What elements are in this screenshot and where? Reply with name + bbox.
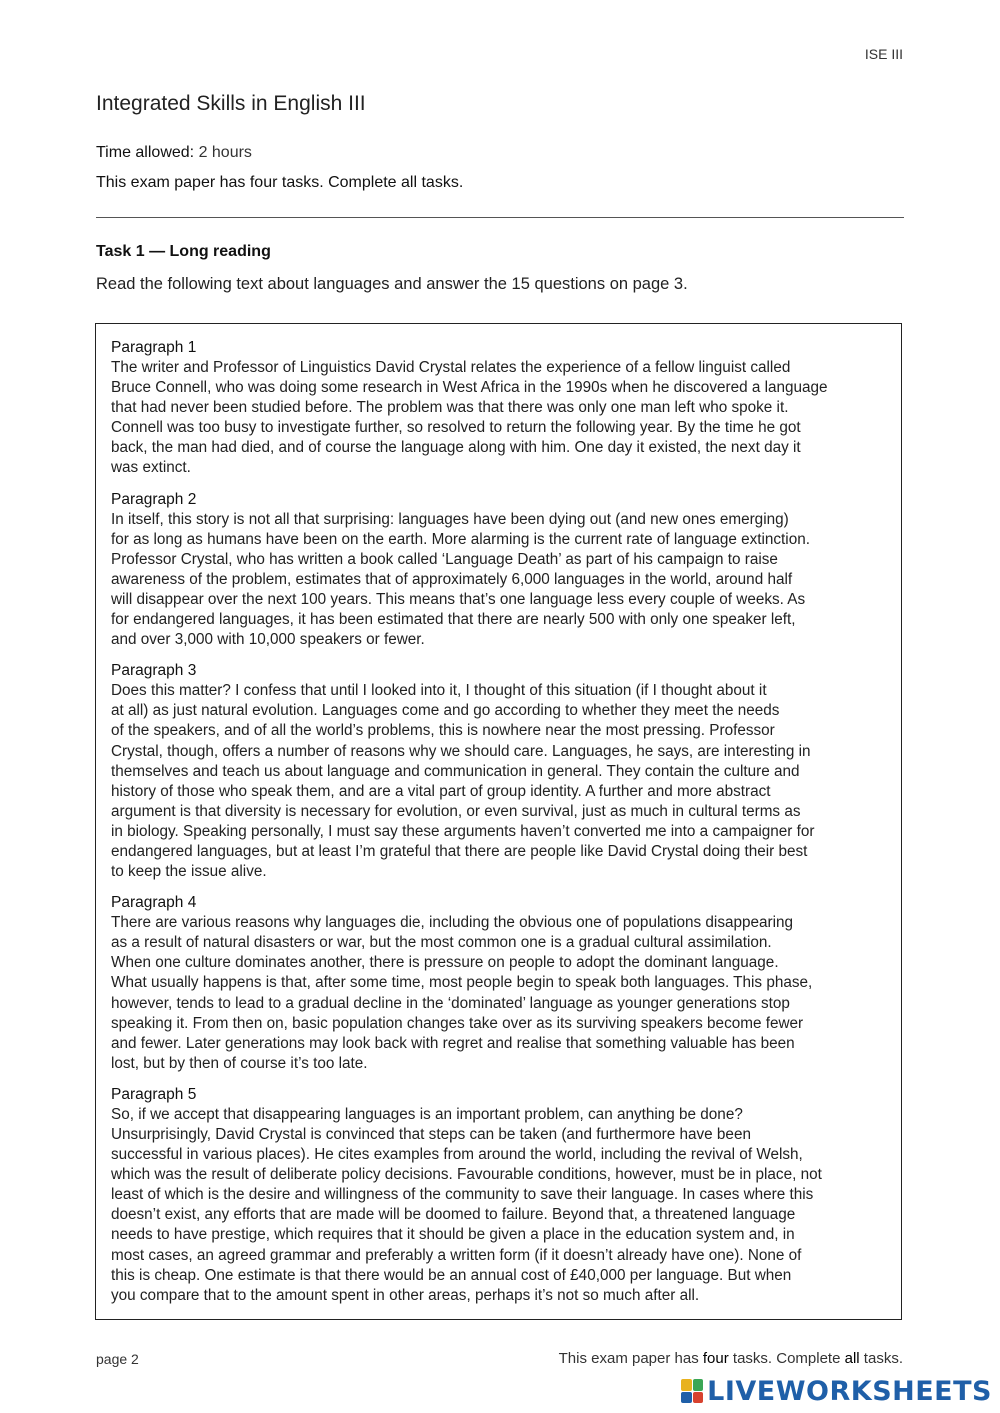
task-title: Task 1 — Long reading [96, 243, 271, 260]
paragraph-line: for as long as humans have been on the earth. More alarming is the current rate of language extinction. [111, 530, 810, 548]
paragraph-body [111, 681, 887, 882]
logo-square [693, 1392, 704, 1404]
paragraph-body [111, 1105, 887, 1306]
paragraph-line: Connell was too busy to investigate further, so resolved to return the following year. By the time he got [111, 419, 801, 437]
paragraph-line: this is cheap. One estimate is that there would be an annual cost of £40,000 per language. But when [111, 1266, 792, 1284]
paragraph-line: as a result of natural disasters or war, but the most common one is a gradual cultural assimilation. [111, 934, 772, 952]
footer-note-part: This exam paper has [558, 1350, 703, 1367]
liveworksheets-brand[interactable] [681, 1376, 992, 1406]
paragraph-line: In itself, this story is not all that surprising: languages have been dying out (and new ones emerging) [111, 510, 789, 528]
paragraph-line: back, the man had died, and of course the language along with him. One day it existed, the next day it [111, 439, 801, 457]
paragraph-line: will disappear over the next 100 years. This means that’s one language less every couple of weeks. As [111, 590, 806, 608]
paragraph-line: Does this matter? I confess that until I looked into it, I thought of this situation (if I thought about it [111, 682, 767, 700]
paragraph-line: endangered languages, but at least I’m grateful that there are people like David Crystal doing their best [111, 842, 808, 860]
paragraph-line: argument is that diversity is necessary for evolution, or even survival, just as much in cultural terms as [111, 802, 801, 820]
paragraph-line: awareness of the problem, estimates that of approximately 6,000 languages in the world, around half [111, 570, 793, 588]
paragraph-5 [111, 1085, 887, 1306]
paragraph-3 [111, 661, 887, 882]
paragraph-line: themselves and teach us about language and communication in general. They contain the culture and [111, 762, 800, 780]
paragraph-line: Unsurprisingly, David Crystal is convinced that steps can be taken (and furthermore have been [111, 1126, 751, 1143]
paragraph-line: most cases, an agreed grammar and preferably a written form (if it doesn’t already have one). None of [111, 1246, 802, 1264]
paragraph-line: needs to have prestige, which requires that it should be given a place in the education system and, in [111, 1226, 795, 1244]
paragraph-line: and fewer. Later generations may look back with regret and realise that something valuable has been [111, 1034, 795, 1052]
paragraph-heading: Paragraph 5 [111, 1085, 197, 1103]
paragraph-body [111, 358, 887, 479]
paragraph-line: you compare that to the amount spent in other areas, perhaps it’s not so much after all. [111, 1286, 700, 1304]
paragraph-line: lost, but by then of course it’s too late. [111, 1054, 368, 1072]
footer-note [559, 1350, 903, 1367]
time-allowed-label: Time allowed: [96, 144, 195, 161]
brand-name: LIVEWORKSHEETS [707, 1375, 992, 1407]
liveworksheets-logo-icon [681, 1379, 703, 1403]
footer-note-part: tasks. [859, 1350, 903, 1367]
paragraph-line: to keep the issue alive. [111, 863, 267, 881]
paragraph-heading: Paragraph 4 [111, 894, 197, 912]
reading-text-box [95, 323, 902, 1320]
paragraph-heading: Paragraph 2 [111, 490, 197, 508]
logo-square [681, 1392, 692, 1404]
paragraph-line: and over 3,000 with 10,000 speakers or fewer. [111, 631, 425, 649]
paragraph-body [111, 510, 887, 651]
paragraph-line: Crystal, though, offers a number of reasons why we should care. Languages, he says, are interesting in [111, 742, 811, 760]
divider [96, 217, 904, 218]
paragraph-4 [111, 893, 887, 1074]
paragraph-line: successful in various places). He cites examples from around the world, including the revival of Welsh, [111, 1146, 803, 1164]
paragraph-line: There are various reasons why languages die, including the obvious one of populations disappearing [111, 914, 794, 932]
paragraph-line: of the speakers, and of all the world’s problems, this is nowhere near the most pressing. Professor [111, 722, 775, 740]
paragraph-1 [111, 338, 887, 479]
paragraph-line: Professor Crystal, who has written a book called ‘Language Death’ as part of his campaign to raise [111, 550, 778, 568]
exam-instructions: This exam paper has four tasks. Complete all tasks. [96, 174, 464, 191]
paragraph-line: Bruce Connell, who was doing some research in West Africa in the 1990s when he discovered a language [111, 379, 828, 397]
logo-square [681, 1379, 692, 1391]
paragraph-line: least of which is the desire and willingness of the community to save their language. In cases where this [111, 1186, 814, 1204]
paragraph-heading: Paragraph 3 [111, 662, 197, 680]
paragraph-line: speaking it. From then on, basic population changes take over as its surviving speakers become fewer [111, 1014, 804, 1032]
task-instruction: Read the following text about languages and answer the 15 questions on page 3. [96, 275, 688, 293]
footer-note-emphasis: four [702, 1350, 729, 1367]
paragraph-line: When one culture dominates another, there is pressure on people to adopt the dominant language. [111, 954, 779, 972]
paragraph-line: What usually happens is that, after some time, most people begin to speak both languages. This phase, [111, 974, 813, 992]
logo-square [693, 1379, 704, 1391]
paragraph-line: in biology. Speaking personally, I must say these arguments haven’t converted me into a campaigner for [111, 822, 815, 840]
paragraph-body [111, 913, 887, 1074]
footer-note-part: tasks. Complete [728, 1350, 845, 1367]
paragraph-line: The writer and Professor of Linguistics David Crystal relates the experience of a fellow linguist called [111, 359, 791, 376]
footer-note-emphasis: all [844, 1350, 860, 1367]
paragraph-line: which was the result of deliberate policy decisions. Favourable conditions, however, must be in place, not [111, 1166, 822, 1184]
paragraph-2 [111, 490, 887, 651]
paragraph-line: was extinct. [111, 459, 191, 477]
time-allowed [96, 144, 252, 162]
document-title: Integrated Skills in English III [96, 92, 366, 115]
paragraph-line: for endangered languages, it has been estimated that there are nearly 500 with only one speaker left, [111, 611, 796, 629]
paragraph-line: that had never been studied before. The problem was that there was only one man left who spoke it. [111, 399, 789, 417]
paragraph-line: however, tends to lead to a gradual decline in the ‘dominated’ language as younger generations stop [111, 994, 790, 1012]
page-number: page 2 [96, 1351, 139, 1367]
header-code: ISE III [864, 46, 903, 62]
paragraph-line: history of those who speak them, and are a vital part of group identity. A further and more abstract [111, 782, 771, 800]
paragraph-line: doesn’t exist, any efforts that are made will be doomed to failure. Beyond that, a threatened language [111, 1206, 796, 1224]
time-allowed-value: 2 hours [198, 144, 252, 161]
paragraph-line: at all) as just natural evolution. Languages come and go according to whether they meet the needs [111, 702, 780, 720]
paragraph-line: So, if we accept that disappearing languages is an important problem, can anything be done? [111, 1105, 743, 1123]
paragraph-heading: Paragraph 1 [111, 339, 197, 356]
